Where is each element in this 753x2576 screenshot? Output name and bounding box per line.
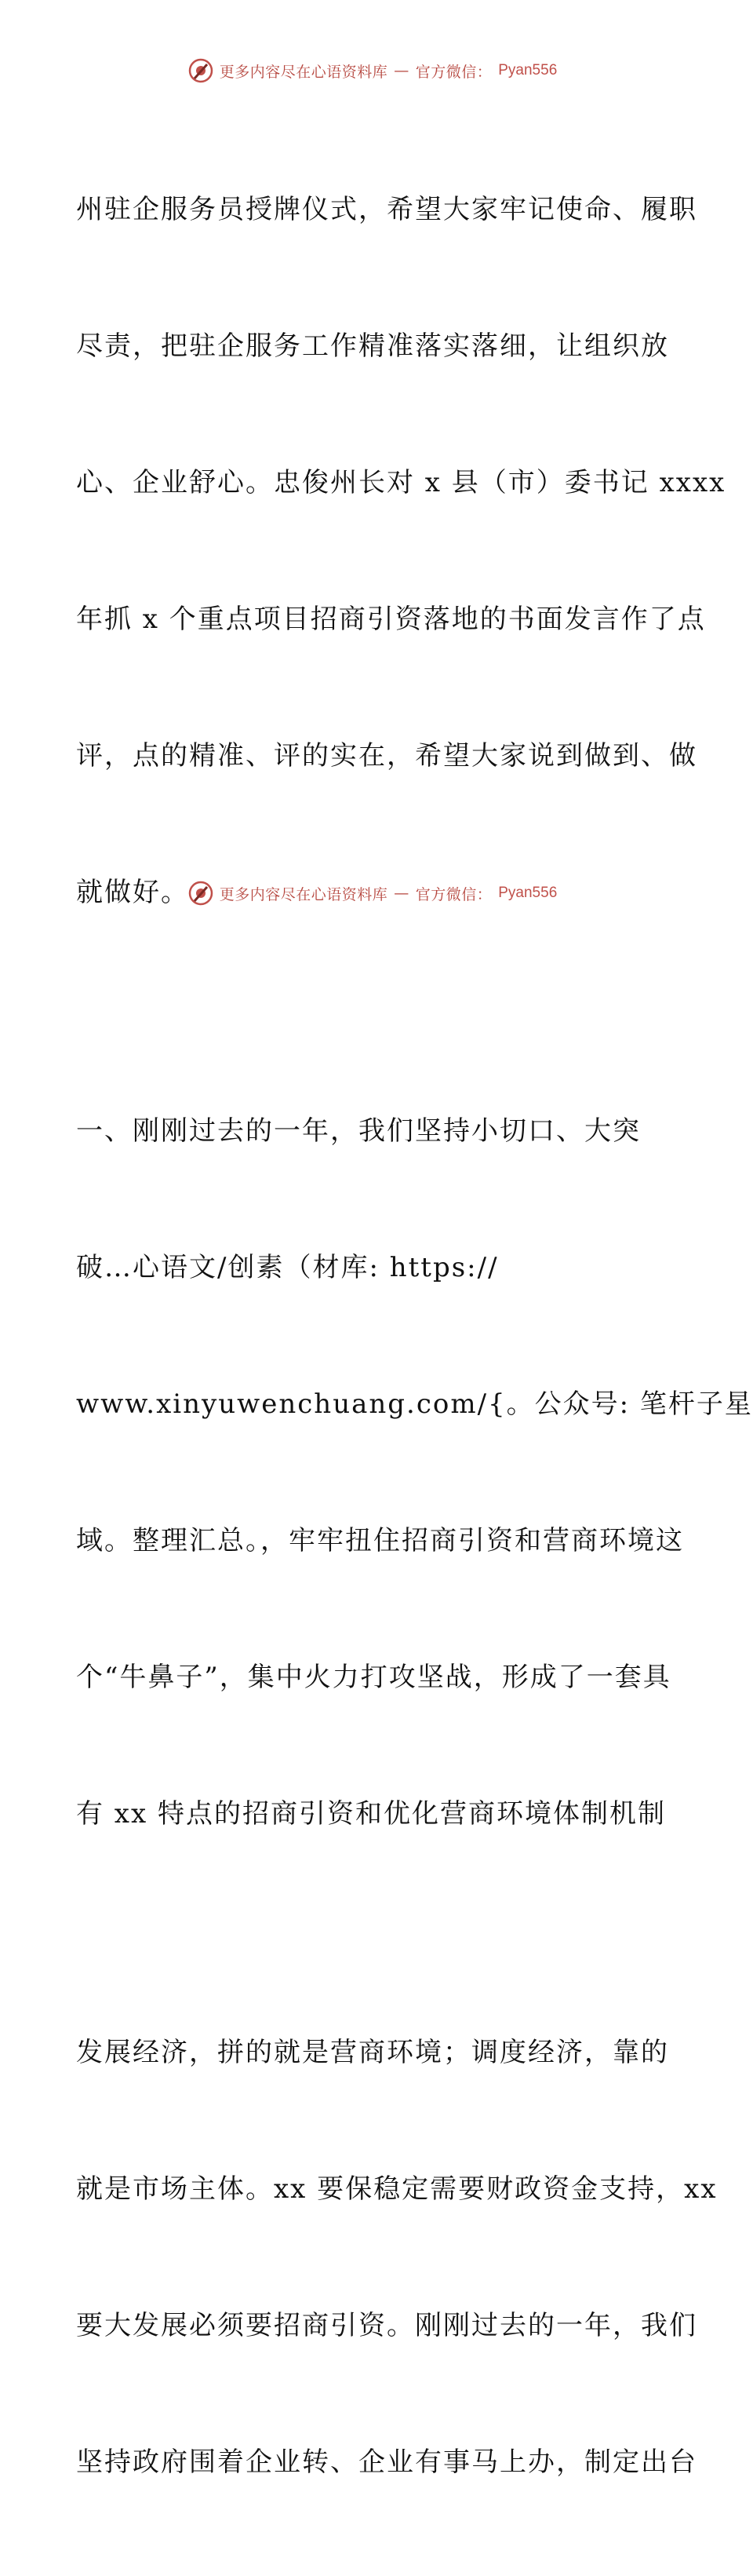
text-line: 个“牛鼻子”，集中火力打攻坚战，形成了一套具 <box>76 1662 671 1693</box>
header-separator: — <box>394 62 409 79</box>
footer-wechat-id: Pyan556 <box>498 885 558 901</box>
document-body <box>76 96 753 2576</box>
paragraph-3 <box>76 1939 718 2576</box>
text-line: 年抓 x 个重点项目招商引资落地的书面发言作了点 <box>76 604 706 635</box>
text-line: 有 xx 特点的招商引资和优化营商环境体制机制 <box>76 1798 666 1830</box>
paragraph-2 <box>76 1017 753 1928</box>
page-footer <box>0 878 745 909</box>
text-line: www.xinyuwenchuang.com/{。公众号: 笔杆子星 <box>76 1388 753 1420</box>
text-line: 发展经济，拼的就是营商环境；调度经济，靠的 <box>76 2037 669 2068</box>
header-wechat-id: Pyan556 <box>498 62 558 78</box>
header-wechat-label: 官方微信： <box>415 63 493 81</box>
text-line: 一、刚刚过去的一年，我们坚持小切口、大突 <box>76 1115 641 1147</box>
text-line: 评，点的精准、评的实在，希望大家说到做到、做 <box>76 740 697 772</box>
text-line: 坚持政府围着企业转、企业有事马上办，制定出台 <box>76 2446 697 2478</box>
page-header <box>0 55 745 86</box>
footer-wechat-label: 官方微信： <box>415 885 493 903</box>
brand-logo-icon <box>188 881 213 906</box>
text-line: 州驻企服务员授牌仪式，希望大家牢记使命、履职 <box>76 194 697 225</box>
text-line: 就做好。 <box>76 877 189 908</box>
text-line: 心、企业舒心。忠俊州长对 x 县（市）委书记 xxxx <box>76 467 726 498</box>
text-line: 尽责，把驻企服务工作精准落实落细，让组织放 <box>76 330 669 362</box>
footer-brand-text: 更多内容尽在心语资料库 <box>219 885 388 903</box>
footer-separator: — <box>394 885 409 902</box>
header-brand-text: 更多内容尽在心语资料库 <box>219 63 388 81</box>
text-line: 要大发展必须要招商引资。刚刚过去的一年，我们 <box>76 2310 697 2341</box>
text-line: 就是市场主体。xx 要保稳定需要财政资金支持，xx <box>76 2173 718 2205</box>
brand-logo-icon <box>188 58 213 83</box>
text-line: 破…心语文/创素（材库: https:// <box>76 1252 499 1283</box>
text-line: 域。整理汇总。，牢牢扭住招商引资和营商环境这 <box>76 1525 684 1556</box>
paragraph-1 <box>76 96 726 1006</box>
